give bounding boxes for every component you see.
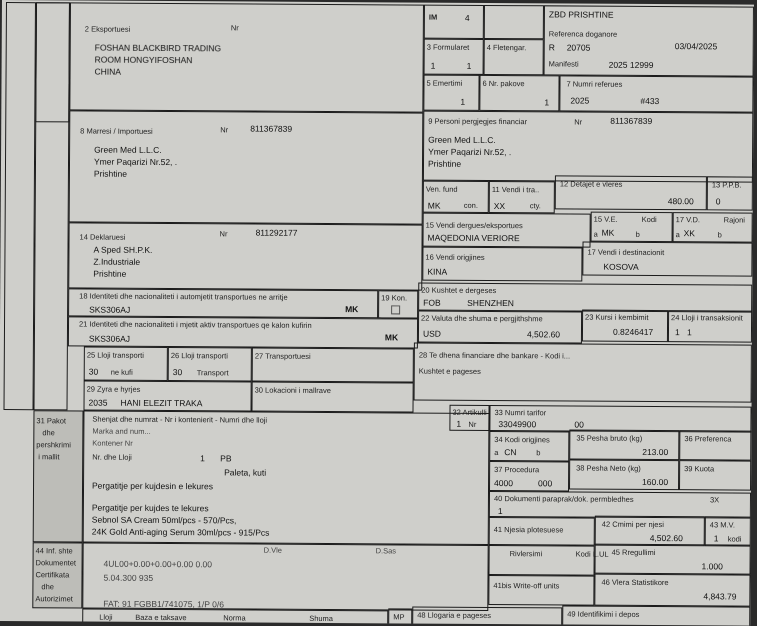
consignee-nr: 811367839 [250,123,293,134]
container-checkbox [391,305,400,314]
box-29-entry-office [83,381,251,412]
revaluation-code-label: Kodi L.UL [575,549,609,559]
previous-document-extra: 3X [709,495,720,505]
box-43-kodi: kodi [727,534,742,544]
box-33-commodity-code [489,405,751,433]
box-31-label-1: 31 Pakot [36,416,67,426]
box-14-nr-label: Nr [219,229,228,239]
value-details: 480.00 [667,196,694,207]
box-18-arrival-vehicle [68,288,378,318]
box-a-customs-office [544,5,754,76]
box-revaluation [488,545,609,576]
consignee-city: Prishtine [93,168,128,179]
delivery-place: SHENZHEN [467,297,514,309]
reference-year: 2025 [570,95,590,106]
box-24-transaction [668,310,752,343]
incoterm: FOB [423,297,441,308]
box-20-label: 20 Kushtet e dergeses [421,285,497,296]
value-declaration-label: D.Vle [263,545,283,555]
box-12-value-details [555,175,707,210]
item-number: 1 [456,418,462,429]
box-6-packages [479,75,559,111]
box-17a-rajoni: Rajoni [723,215,745,225]
item-price: 4,502.60 [649,532,683,544]
box-9-financial [423,111,753,183]
total-amount: 4,502.60 [526,329,561,340]
box-44-label-4: dhe [41,582,54,592]
box-31-label-3: pershkrimi [36,440,71,450]
box-27-label: 27 Transportuesi [254,351,311,361]
box-2-nr-label: Nr [230,23,239,33]
box-15a-b: b [635,229,640,239]
exporter-name: FOSHAN BLACKBIRD TRADING [94,42,222,54]
tax-base-header: Baza e taksave [135,612,187,623]
box-10-con: con. [463,200,478,210]
box-44-additional-info [82,543,488,611]
mp-header: MP [393,612,405,622]
consignee-name: Green Med L.L.C. [94,144,162,155]
ref-date: 03/04/2025 [674,41,718,52]
box-21-border-vehicle [68,316,418,348]
tax-rate-header: Norma [223,613,246,623]
financial-city: Prishtine [427,158,462,169]
manifest-label: Manifesti [548,59,579,69]
box-2-label: 2 Eksportuesi [84,24,131,34]
box-34-a: a [494,448,499,458]
box-34-label: 34 Kodi origjines [494,435,550,445]
financial-address: Ymer Paqarizi Nr.52, . [428,146,512,158]
destination-country: KOSOVA [603,261,639,272]
forms-value-1: 1 [430,60,436,71]
tax-type-header: Lloji [99,612,113,622]
border-vehicle-id: SKS306AJ [88,333,131,344]
box-17a-a: a [675,230,680,240]
im-value: 4 [464,12,470,23]
box-10-label: Ven. fund [425,184,458,194]
box-16-label: 16 Vendi origjines [425,252,485,262]
box-27-carrier [252,348,414,383]
im-label: IM [428,12,438,22]
box-18-label: 18 Identiteti dhe nacionaliteti i automjetit transportues ne arritje [79,291,288,302]
ppb-value: 0 [715,196,721,207]
box-12-label: 12 Detajet e vleres [559,179,623,189]
destination-country-code: XK [683,228,695,239]
consignee-address: Ymer Paqarizi Nr.52, . [93,156,178,168]
box-2-exporter [69,2,424,112]
box-38-label: 38 Pesha Neto (kg) [576,463,641,473]
ref-label: Referenca doganore [548,29,618,39]
box-32-item [449,405,489,431]
box-44-label-1: 44 Inf. shte [35,546,73,556]
box-17a-label: 17 V.D. [675,215,701,225]
ref-letter: R [548,42,555,53]
box-44-label-5: Autorizimet [35,594,73,604]
box-34-origin-code [489,431,569,461]
currency: USD [422,328,441,339]
box-31-label-4: i mallit [38,452,60,462]
commodity-suffix: 00 [574,419,584,430]
box-21-label: 21 Identiteti dhe nacionaliteti i mjetit aktiv transportues qe kalon kufirin [78,319,312,330]
box-42-item-price [595,516,705,547]
left-margin-col-1 [3,2,35,410]
border-vehicle-nationality: MK [384,332,399,343]
box-41bis-write-off [488,575,594,606]
dispatch-code: MK [601,227,615,238]
inland-transport-note: Transport [196,368,229,378]
box-15a-dispatch-code [591,212,673,243]
box-mp [388,608,412,625]
box-1-im [424,5,484,39]
box-11-trade-country [489,181,555,213]
box-35-label: 35 Pesha bruto (kg) [576,433,643,443]
box-35-gross-mass [569,429,679,460]
entry-office-code: 2035 [88,397,108,408]
box-25-label: 25 Lloji transporti [86,350,144,360]
exporter-address: ROOM HONGYIFOSHAN [94,54,193,66]
goods-item-2: 24K Gold Anti-aging Serum 30ml/pcs - 915/Pcs [91,526,270,538]
border-transport-mode: 30 [88,366,99,377]
declarant-city: Prishtine [93,268,127,279]
box-15a-a: a [593,229,598,239]
box-37-procedure [489,461,569,491]
box-14-label: 14 Deklaruesi [79,232,126,242]
box-38-net-mass [569,459,679,490]
box-15-label: 15 Vendi dergues/eksportues [425,220,523,231]
valuation-method: 1 [713,533,719,544]
reference-number: #433 [640,95,660,107]
origin-country: KINA [427,266,448,277]
box-25-border-transport [84,347,168,382]
additional-info-line-2: 5.04.300 935 [103,572,154,583]
box-41-supplementary-units [489,517,595,546]
declarant-name: A Sped SH.P.K. [93,244,153,255]
box-15a-label: 15 V.E. [593,214,618,224]
box-14-declarant [68,222,422,290]
box-3-forms [424,39,484,75]
box-32-label: 32 Artikulli [452,407,487,417]
box-43-label: 43 M.V. [709,520,735,530]
border-transport-note: ne kufi [110,367,133,377]
box-48-payment-account [412,607,562,626]
container-nr-label: Kontener Nr [92,438,133,448]
box-37-label: 37 Procedura [494,465,540,475]
exchange-rate: 0.8246417 [612,326,654,337]
box-42-label: 42 Cmimi per njesi [601,519,664,530]
goods-item-1: Sebnol SA Cream 50ml/pcs - 570/Pcs, [91,514,237,526]
box-22-currency-amount [418,311,582,344]
box-1-blank [484,5,544,39]
box-5-items [423,75,479,111]
box-33-label: 33 Numri tarifor [494,408,547,418]
package-type: Paleta, kuti [224,467,267,478]
box-23-exchange-rate [582,310,668,343]
package-code: PB [220,453,232,464]
marks-numbers-label: Shenjat dhe numrat - Nr i kontenierit - Numri dhe lloji [92,414,268,425]
box-46-statistical-value [594,574,750,607]
box-7-label: 7 Numri referues [566,79,623,89]
warehouse-header: 49 Identifikimi i depos [567,609,640,619]
destination-code: MK [427,200,441,211]
box-17a-destination-code [673,212,753,242]
package-count: 1 [200,453,205,464]
box-19-container [378,290,418,318]
box-17a-b: b [717,230,722,240]
box-3-label: 3 Formularet [426,42,470,52]
gross-mass: 213.00 [642,446,669,458]
dispatch-country: MAQEDONIA VERIORE [427,232,520,244]
number-type-label: Nr. dhe Lloji [92,452,132,462]
box-31-goods [83,407,490,545]
box-4-loading-lists [484,39,544,75]
arrival-vehicle-nationality: MK [345,304,359,315]
manifest-value: 2025 12999 [608,59,654,70]
box-4-label: 4 Fletengar. [486,42,527,53]
transaction-code-1: 1 [674,327,680,338]
box-30-goods-location [251,382,413,413]
invoice-reference: FAT: 91 FGBB1/741075, 1/P 0/6 [103,598,224,610]
procedure-suffix: 000 [538,478,553,489]
box-7-reference [559,75,753,112]
box-45-label: 45 Rregullimi [611,547,656,558]
box-20-delivery-terms [418,283,752,313]
box-9-label: 9 Personi pergjegjes financiar [428,116,528,127]
box-32-nr: Nr [468,419,477,429]
box-31-label-2: dhe [42,428,55,438]
box-17-label: 17 Vendi i destinacionit [587,247,665,258]
items-value: 1 [460,96,466,107]
box-46-label: 46 Vlera Statistikore [601,577,669,588]
box-17-destination-country [582,242,752,277]
inland-transport-mode: 30 [172,367,183,378]
box-44-label-3: Certifikata [35,570,70,580]
payment-terms-label: Kushtet e pageses [418,366,481,376]
entry-office-name: HANI ELEZIT TRAKA [120,397,203,409]
marks-label: Marka and num... [92,426,151,436]
box-47-tax-calc [82,609,388,626]
box-8-nr-label: Nr [220,125,229,135]
additional-info-line-1: 4UL00+0.00+0.00+0.00 0.00 [103,558,213,570]
exporter-country: CHINA [94,66,122,77]
box-39-label: 39 Kuota [684,464,715,474]
box-26-label: 26 Lloji transporti [170,351,228,361]
box-9-nr-label: Nr [574,117,583,127]
box-6-label: 6 Nr. pakove [482,78,525,89]
adjustment-value: 1.000 [701,561,723,572]
box-23-label: 23 Kursi i kembimit [585,312,649,322]
goods-description: Pergatitje per kujdes te lekures [91,502,209,514]
customs-office: ZBD PRISHTINE [548,9,614,20]
forms-value-2: 1 [466,60,472,71]
ref-number: 20705 [566,42,591,53]
box-22-label: 22 Valuta dhe shuma e pergjithshme [421,313,543,324]
commodity-code: 33049900 [498,419,537,430]
box-19-label: 19 Kon. [381,293,408,303]
box-43-valuation-method [705,516,751,546]
goods-heading: Pergatitje per kujdesin e lekures [92,480,214,492]
box-11-label: 11 Vendi i tra.. [491,184,540,195]
payment-account-header: 48 Llogaria e pageses [417,610,492,620]
declarant-nr: 811292177 [255,227,298,238]
box-13-label: 13 P.P.B. [711,180,742,190]
box-15-dispatch-country [423,213,591,248]
box-36-preference [679,430,751,460]
revaluation-label: Rivlersimi [509,549,543,559]
financial-name: Green Med L.L.C. [428,134,496,146]
box-8-label: 8 Marresi / Importuesi [80,126,153,136]
trade-country-code: XX [493,201,506,212]
box-36-label: 36 Preferenca [684,434,732,444]
box-13-ppb [707,176,753,210]
box-30-label: 30 Lokacioni i mallrave [254,385,331,396]
financial-nr: 811367839 [610,115,653,126]
packages-value: 1 [544,97,550,108]
procedure-code: 4000 [494,478,514,489]
left-margin-col-3 [35,2,70,122]
statistical-value: 4,843.79 [703,591,737,602]
box-40-previous-document [489,491,751,519]
box-44-side-label [32,542,82,608]
box-49-warehouse [562,605,750,625]
arrival-vehicle-id: SKS306AJ [89,304,131,315]
previous-document: 1 [497,506,503,517]
box-5-label: 5 Emertimi [426,78,463,88]
tax-amount-header: Shuma [309,613,334,624]
box-29-label: 29 Zyra e hyrjes [86,384,141,394]
box-16-origin-country [422,247,582,282]
box-10-destination [423,181,489,213]
net-mass: 160.00 [642,476,669,488]
box-8-consignee [69,110,424,224]
box-28-financial-data [414,343,752,403]
transaction-code-2: 1 [686,327,692,338]
box-45-adjustment [595,544,751,575]
box-34-b: b [536,448,541,458]
box-15a-kodi: Kodi [641,214,657,225]
box-24-label: 24 Lloji i transaksionit [671,313,743,323]
quantity-declaration-label: D.Sas [375,546,397,556]
box-39-quota [679,460,751,490]
box-26-inland-transport [168,347,252,382]
declarant-address: Z.Industriale [93,256,141,267]
box-40-label: 40 Dokumenti paraprak/dok. permbledhes [493,494,634,504]
box-41bis-label: 41bis Write-off units [493,581,560,591]
box-28-label: 28 Te dhena financiare dhe bankare - Kodi i... [418,350,571,361]
box-44-label-2: Dokumentet [35,558,77,568]
box-31-side-label [33,410,84,542]
box-41-label: 41 Njesia plotesuese [493,525,564,535]
origin-code: CN [504,447,517,458]
box-11-cty: cty. [529,201,541,211]
